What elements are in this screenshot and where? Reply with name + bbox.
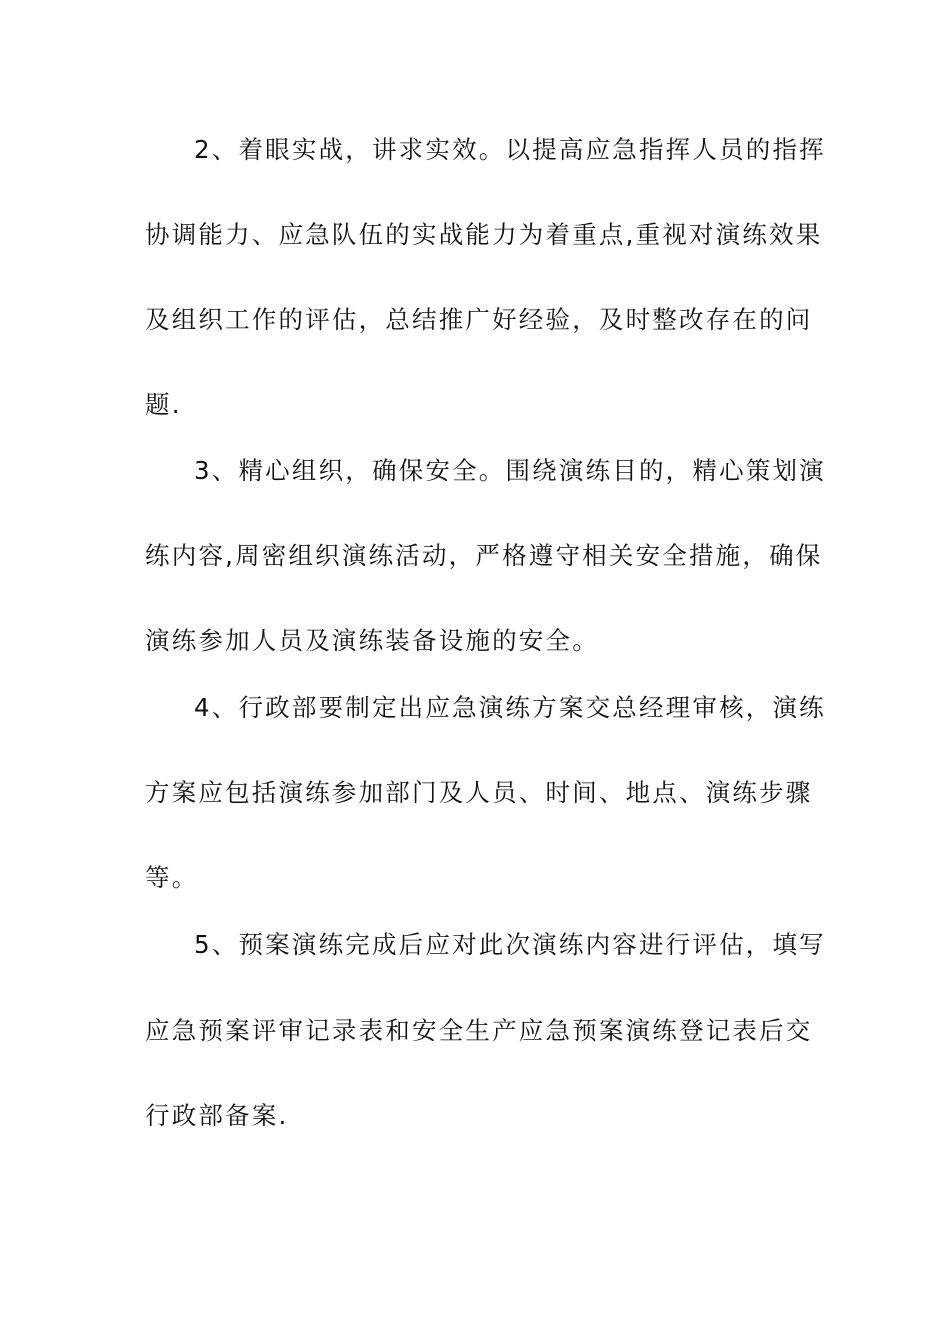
paragraph-3-line-3: 演练参加人员及演练装备设施的安全。 <box>145 626 599 655</box>
paragraph-2-line-3: 及组织工作的评估，总结推广好经验，及时整改存在的问 <box>145 305 813 334</box>
paragraph-4-line-3: 等。 <box>145 863 199 892</box>
paragraph-5-line-2: 应急预案评审记录表和安全生产应急预案演练登记表后交 <box>145 1016 813 1045</box>
paragraph-2-line-4: 题. <box>145 390 182 419</box>
paragraph-5-line-1: 5、预案演练完成后应对此次演练内容进行评估，填写 <box>194 930 826 959</box>
paragraph-3-line-1: 3、精心组织，确保安全。围绕演练目的，精心策划演 <box>194 456 826 485</box>
paragraph-3-line-2: 练内容,周密组织演练活动，严格遵守相关安全措施，确保 <box>145 541 823 570</box>
paragraph-2-line-1: 2、着眼实战，讲求实效。以提高应急指挥人员的指挥 <box>194 135 826 164</box>
paragraph-5-line-3: 行政部备案. <box>145 1101 289 1130</box>
paragraph-2-line-2: 协调能力、应急队伍的实战能力为着重点,重视对演练效果 <box>145 220 823 249</box>
paragraph-4-line-1: 4、行政部要制定出应急演练方案交总经理审核，演练 <box>194 693 826 722</box>
paragraph-4-line-2: 方案应包括演练参加部门及人员、时间、地点、演练步骤 <box>145 778 813 807</box>
